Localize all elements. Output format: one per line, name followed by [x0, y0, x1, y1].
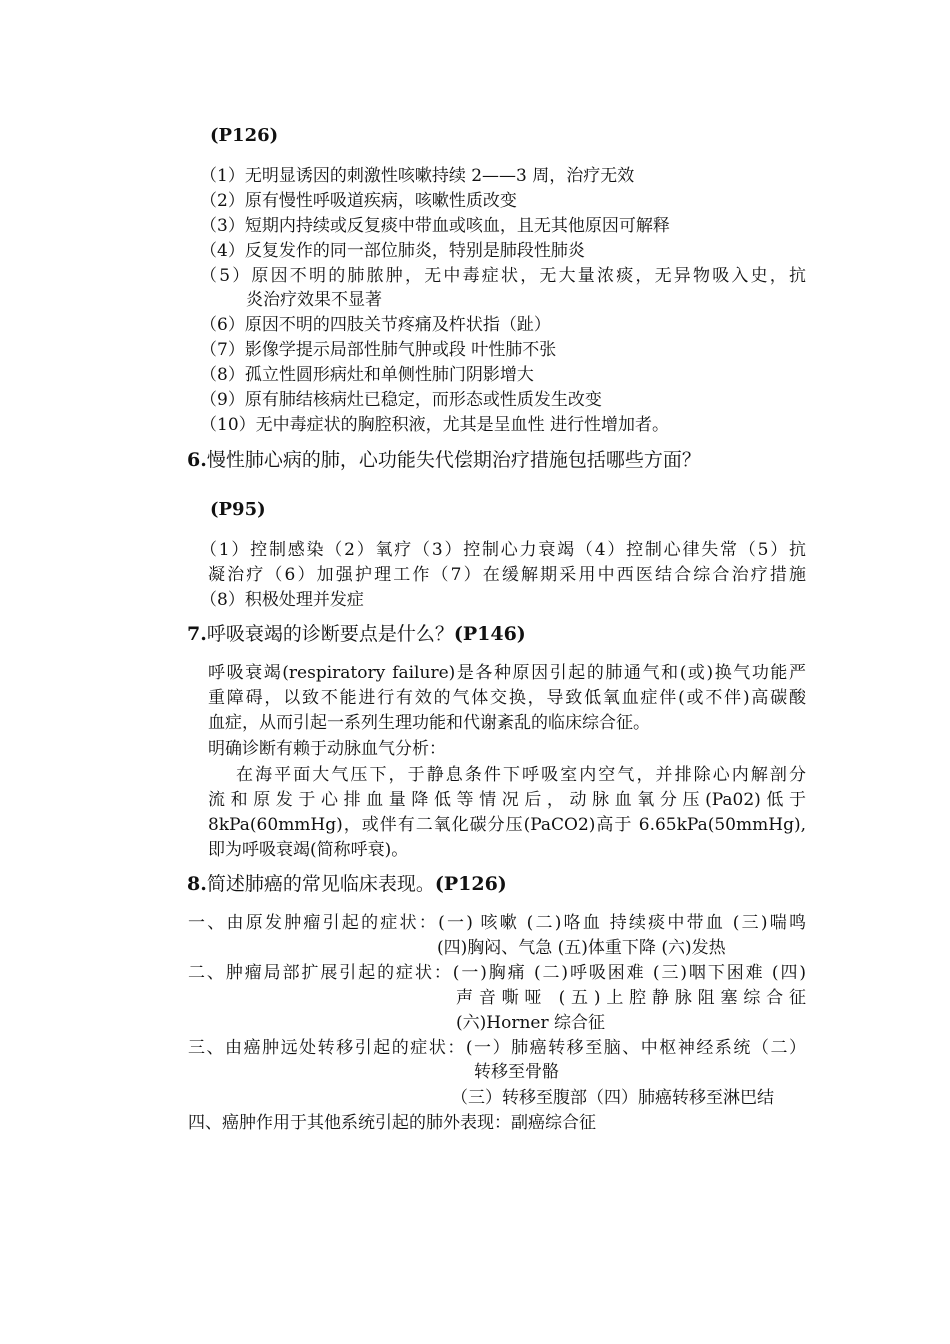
answer-line: 声音嘶哑 (五)上腔静脉阻塞综合征	[456, 988, 806, 1008]
question-title: 简述肺癌的常见临床表现。	[206, 873, 435, 895]
answer-line: 凝治疗（6）加强护理工作（7）在缓解期采用中西医结合综合治疗措施	[208, 565, 806, 585]
section-reference: (P126)	[210, 125, 279, 146]
question-number: 6.	[187, 449, 207, 471]
answer-line: 在海平面大气压下，于静息条件下呼吸室内空气，并排除心内解剖分	[236, 765, 806, 785]
answer-line: 二、肿瘤局部扩展引起的症状：(一)胸痛 (二)呼吸困难 (三)咽下困难 (四)	[188, 963, 806, 983]
question-title: 慢性肺心病的肺，心功能失代偿期治疗措施包括哪些方面？	[206, 449, 701, 471]
list-item: （9）原有肺结核病灶已稳定，而形态或性质发生改变	[200, 390, 602, 410]
question-heading	[187, 620, 526, 648]
list-item: （3）短期内持续或反复痰中带血或咳血，且无其他原因可解释	[200, 216, 670, 236]
section-reference: (P95)	[210, 499, 266, 520]
answer-line: 血症，从而引起一系列生理功能和代谢紊乱的临床综合征。	[208, 713, 650, 733]
list-item: （4）反复发作的同一部位肺炎，特别是肺段性肺炎	[200, 241, 585, 261]
answer-line: 明确诊断有赖于动脉血气分析：	[208, 739, 446, 759]
list-item: （8）孤立性圆形病灶和单侧性肺门阴影增大	[200, 365, 534, 385]
list-item: （10）无中毒症状的胸腔积液，尤其是呈血性 进行性增加者。	[200, 415, 670, 435]
answer-line: 呼吸衰竭(respiratory failure)是各种原因引起的肺通气和(或)换气功能严	[208, 663, 806, 683]
list-item: （6）原因不明的四肢关节疼痛及杵状指（趾）	[200, 315, 551, 335]
list-item-continuation: 炎治疗效果不显著	[246, 290, 382, 310]
answer-line: 转移至骨骼	[474, 1062, 559, 1082]
question-reference: (P146)	[453, 623, 526, 645]
answer-line: （8）积极处理并发症	[200, 590, 364, 610]
answer-line: 三、由癌肿远处转移引起的症状：(一）肺癌转移至脑、中枢神经系统（二）	[188, 1038, 806, 1058]
question-number: 8.	[187, 873, 207, 895]
answer-line: (四)胸闷、气急 (五)体重下降 (六)发热	[437, 938, 726, 958]
answer-line: 一、由原发肿瘤引起的症状：(一) 咳嗽 (二)咯血 持续痰中带血 (三)喘鸣	[188, 913, 806, 933]
list-item: （1）无明显诱因的刺激性咳嗽持续 2——3 周，治疗无效	[200, 166, 635, 186]
question-heading	[187, 446, 701, 474]
answer-line: (六)Horner 综合征	[456, 1013, 605, 1033]
answer-line: （三）转移至腹部（四）肺癌转移至淋巴结	[451, 1088, 774, 1108]
list-item: （5）原因不明的肺脓肿，无中毒症状，无大量浓痰，无异物吸入史，抗	[200, 266, 806, 286]
answer-line: 流和原发于心排血量降低等情况后，动脉血氧分压(Pa02)低于	[208, 790, 806, 810]
list-item: （7）影像学提示局部性肺气肿或段 叶性肺不张	[200, 340, 557, 360]
question-number: 7.	[187, 623, 207, 645]
question-reference: (P126)	[434, 873, 507, 895]
list-item: （2）原有慢性呼吸道疾病，咳嗽性质改变	[200, 191, 517, 211]
answer-line: 重障碍，以致不能进行有效的气体交换，导致低氧血症伴(或不伴)高碳酸	[208, 688, 806, 708]
answer-line: 8kPa(60mmHg)，或伴有二氧化碳分压(PaCO2)高于 6.65kPa(50mmHg),	[208, 815, 806, 835]
question-heading	[187, 870, 507, 898]
answer-line: 即为呼吸衰竭(简称呼衰)。	[208, 840, 409, 860]
answer-line: 四、癌肿作用于其他系统引起的肺外表现：副癌综合征	[188, 1113, 596, 1133]
answer-line: （1）控制感染（2）氧疗（3）控制心力衰竭（4）控制心律失常（5）抗	[200, 540, 806, 560]
question-title: 呼吸衰竭的诊断要点是什么？	[206, 623, 454, 645]
